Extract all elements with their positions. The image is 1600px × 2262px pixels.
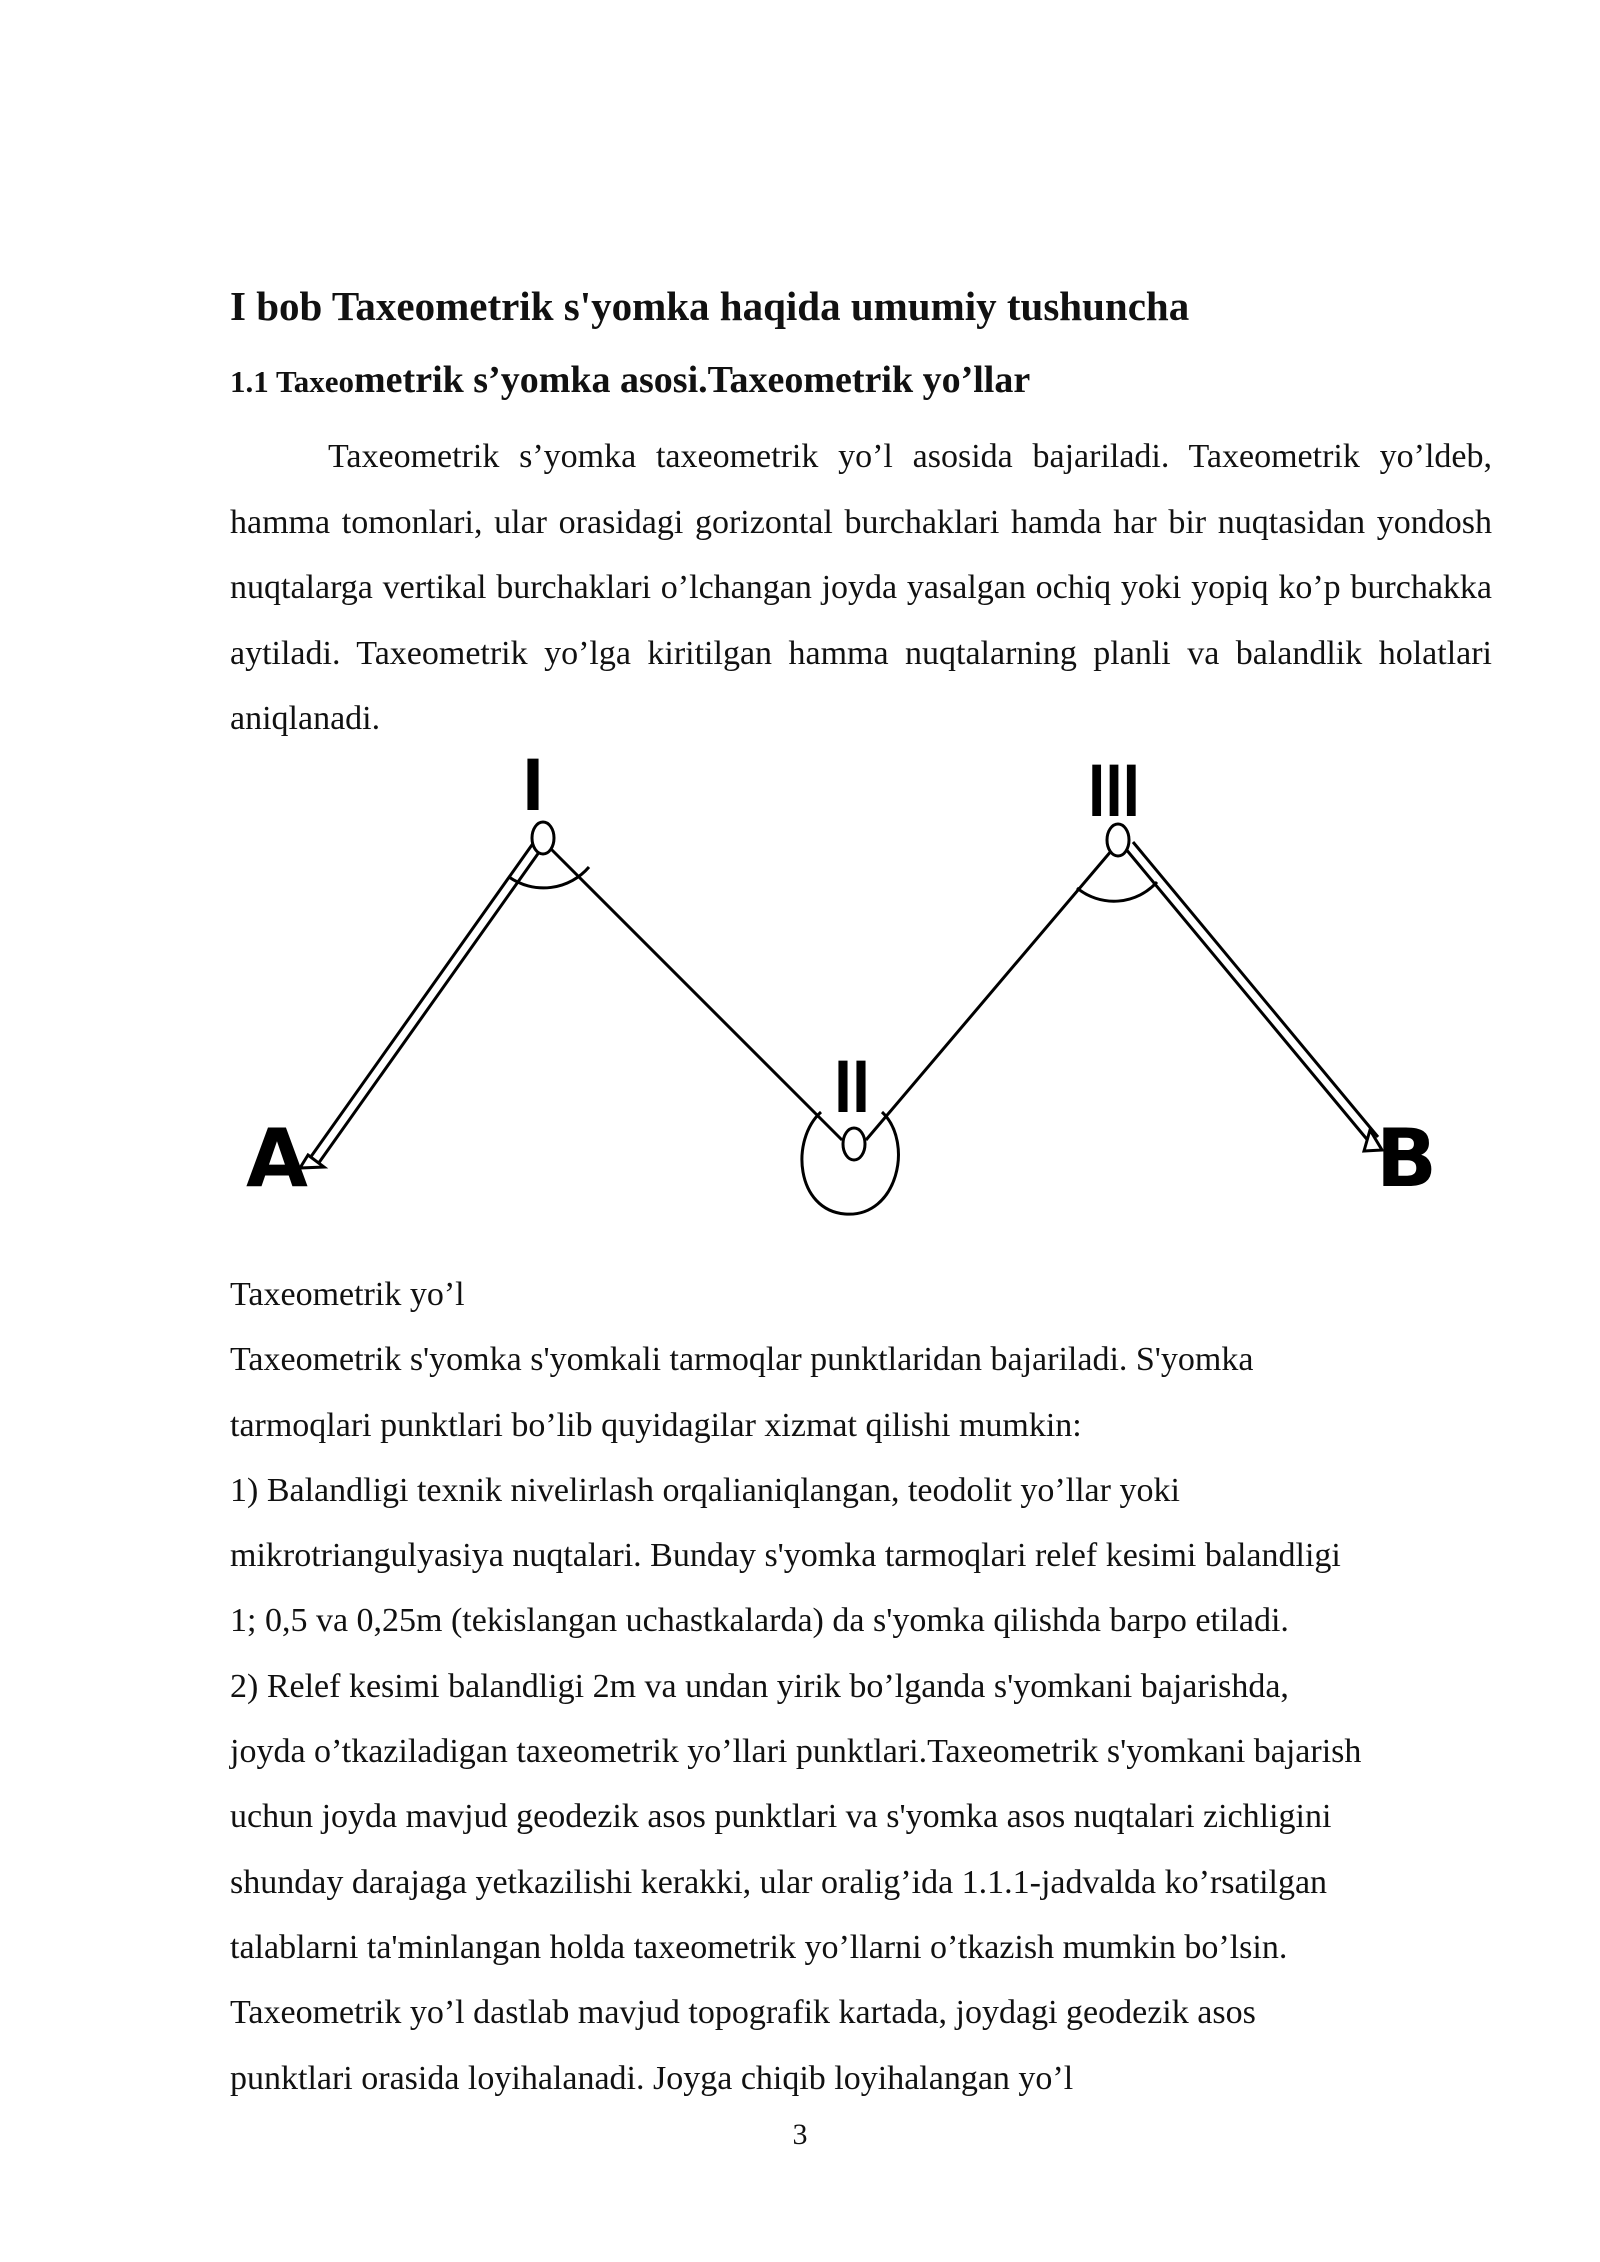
- page-number: 3: [792, 2118, 808, 2151]
- body-text: [230, 1262, 1520, 2111]
- text-line: punktlari orasida loyihalanadi. Joyga chiqib loyihalangan yo’l: [230, 2059, 1074, 2097]
- text-line: 1) Balandligi texnik nivelirlash orqalianiqlangan, teodolit yo’llar yoki: [230, 1471, 1180, 1509]
- section-heading-prefix: 1.1 Taxeo: [230, 364, 355, 399]
- text-line: Taxeometrik yo’l dastlab mavjud topografik kartada, joydagi geodezik asos: [230, 1994, 1256, 2032]
- text-line: Taxeometrik yo’l: [230, 1276, 465, 1313]
- label-i: I: [522, 750, 544, 827]
- traverse-line-iii-b-2: [1133, 842, 1378, 1137]
- text-line: Taxeometrik s'yomka s'yomkali tarmoqlar punktlaridan bajariladi. S'yomka: [230, 1341, 1254, 1379]
- text-line: tarmoqlari punktlari bo’lib quyidagilar xizmat qilishi mumkin:: [230, 1406, 1082, 1444]
- traverse-diagram: [230, 750, 1492, 1230]
- label-iii: III: [1088, 751, 1140, 833]
- label-a: A: [246, 1112, 308, 1205]
- traverse-line-iii-b: [1125, 848, 1370, 1143]
- station-ii: [843, 1128, 865, 1160]
- section-heading-rest: metrik s’yomka asosi.Taxeometrik yo’llar: [354, 359, 1031, 401]
- text-line: uchun joyda mavjud geodezik asos punktlari va s'yomka asos nuqtalari zichligini: [230, 1798, 1332, 1836]
- text-line: 2) Relef kesimi balandligi 2m va undan yirik bo’lganda s'yomkani bajarishda,: [230, 1667, 1289, 1705]
- intro-paragraph: Taxeometrik s’yomka taxeometrik yo’l asosida bajariladi. Taxeometrik yo’ldeb, hamma tomonlari, ular orasidagi gorizontal burchaklari hamda har bir nuqtasidan yondosh nuqtalarga vertikal burchaklari o’lchangan joyda yasalgan ochiq yoki yopiq ko’p burchakka aytiladi. Taxeometrik yo’lga kiritilgan hamma nuqtalarning planli va balandlik holatlari aniqlanadi.: [230, 438, 1492, 737]
- text-line: 1; 0,5 va 0,25m (tekislangan uchastkalarda) da s'yomka qilishda barpo etiladi.: [230, 1602, 1289, 1640]
- traverse-line-a-i-2: [318, 848, 542, 1164]
- angle-arc-iii: [1077, 882, 1157, 901]
- traverse-line-i-ii: [548, 846, 842, 1140]
- label-b: B: [1376, 1112, 1437, 1205]
- traverse-diagram-svg: [230, 750, 1492, 1230]
- section-heading: [230, 358, 1030, 402]
- traverse-line-ii-iii: [866, 850, 1112, 1140]
- text-line: shunday darajaga yetkazilishi kerakki, ular oralig’ida 1.1.1-jadvalda ko’rsatilgan: [230, 1863, 1328, 1901]
- text-line: talablarni ta'minlangan holda taxeometrik yo’llarni o’tkazish mumkin bo’lsin.: [230, 1928, 1288, 1966]
- chapter-heading: I bob Taxeometrik s'yomka haqida umumiy tushuncha: [230, 283, 1190, 329]
- label-ii: II: [834, 1047, 870, 1129]
- traverse-line-a-i: [310, 842, 534, 1158]
- text-line: mikrotriangulyasiya nuqtalari. Bunday s'yomka tarmoqlari relef kesimi balandligi: [230, 1537, 1341, 1575]
- text-line: joyda o’tkaziladigan taxeometrik yo’llari punktlari.Taxeometrik s'yomkani bajarish: [230, 1733, 1362, 1771]
